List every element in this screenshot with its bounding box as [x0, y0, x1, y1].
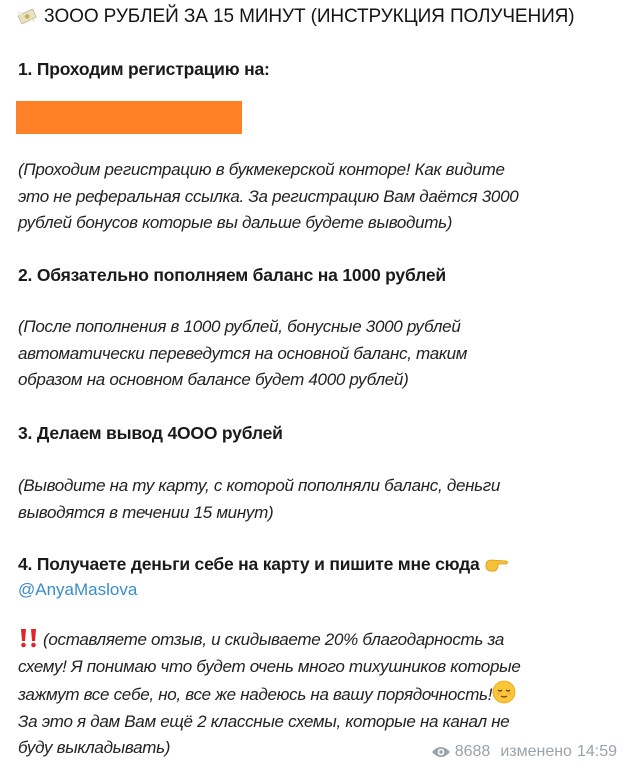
registration-link-redacted[interactable]: [16, 101, 242, 134]
view-count: 8688: [454, 743, 491, 760]
step-3-heading: 3. Делаем вывод 4OOO рублей: [18, 423, 283, 443]
mention-link[interactable]: @AnyaMaslova: [18, 580, 138, 599]
note-line: (После пополнения в 1000 рублей, бонусные 3000 рублей: [18, 317, 461, 336]
note-line: автоматически переведутся на основной баланс, таким: [18, 343, 468, 363]
money-with-wings-icon: [16, 7, 38, 25]
note-line: образом на основном балансе будет 4000 рублей): [18, 370, 409, 389]
edited-label: изменено: [500, 743, 572, 760]
post-title: [16, 4, 574, 30]
eye-icon: [431, 745, 451, 759]
post-time: 14:59: [576, 743, 617, 760]
note-line: (Выводите на ту карту, с которой пополняли баланс, деньги: [18, 476, 501, 495]
step-4-heading: [18, 552, 510, 576]
step-1-note: [18, 157, 518, 237]
note-line: рублей бонусов которые вы дальше будете выводить): [18, 213, 453, 232]
note-line-text: зажмут все себе, но, все же надеюсь на вашу порядочность!: [18, 685, 493, 704]
step-2-heading: 2. Обязательно пополняем баланс на 1000 рублей: [18, 265, 446, 285]
note-line: буду выкладывать): [18, 738, 171, 757]
note-line: [18, 627, 520, 654]
step-4-heading-text: 4. Получаете деньги себе на карту и пишите мне сюда: [18, 554, 480, 574]
post-title-text: 3OOO РУБЛЕЙ ЗА 15 МИНУТ (ИНСТРУКЦИЯ ПОЛУЧЕНИЯ): [44, 6, 575, 27]
step-1-heading: 1. Проходим регистрацию на:: [18, 59, 270, 79]
note-line-text: (оставляете отзыв, и скидываете 20% благодарность за: [43, 630, 505, 649]
note-line: схему! Я понимаю что будет очень много тихушников которые: [18, 656, 521, 676]
relieved-face-icon: [492, 680, 516, 704]
note-line: выводятся в течении 15 минут): [18, 502, 274, 522]
backhand-pointing-right-icon: [484, 556, 510, 574]
step-2-note: [18, 314, 467, 394]
step-3-note: [18, 473, 500, 526]
note-line: За это я дам Вам ещё 2 классные схемы, которые на канал не: [18, 711, 510, 731]
note-line: (Проходим регистрацию в букмекерской конторе! Как видите: [18, 160, 505, 179]
note-line: это не реферальная ссылка. За регистрацию Вам даётся 3000: [18, 186, 519, 206]
double-exclamation-icon: [18, 628, 40, 648]
post-meta: [431, 742, 617, 762]
note-line: [18, 680, 520, 709]
